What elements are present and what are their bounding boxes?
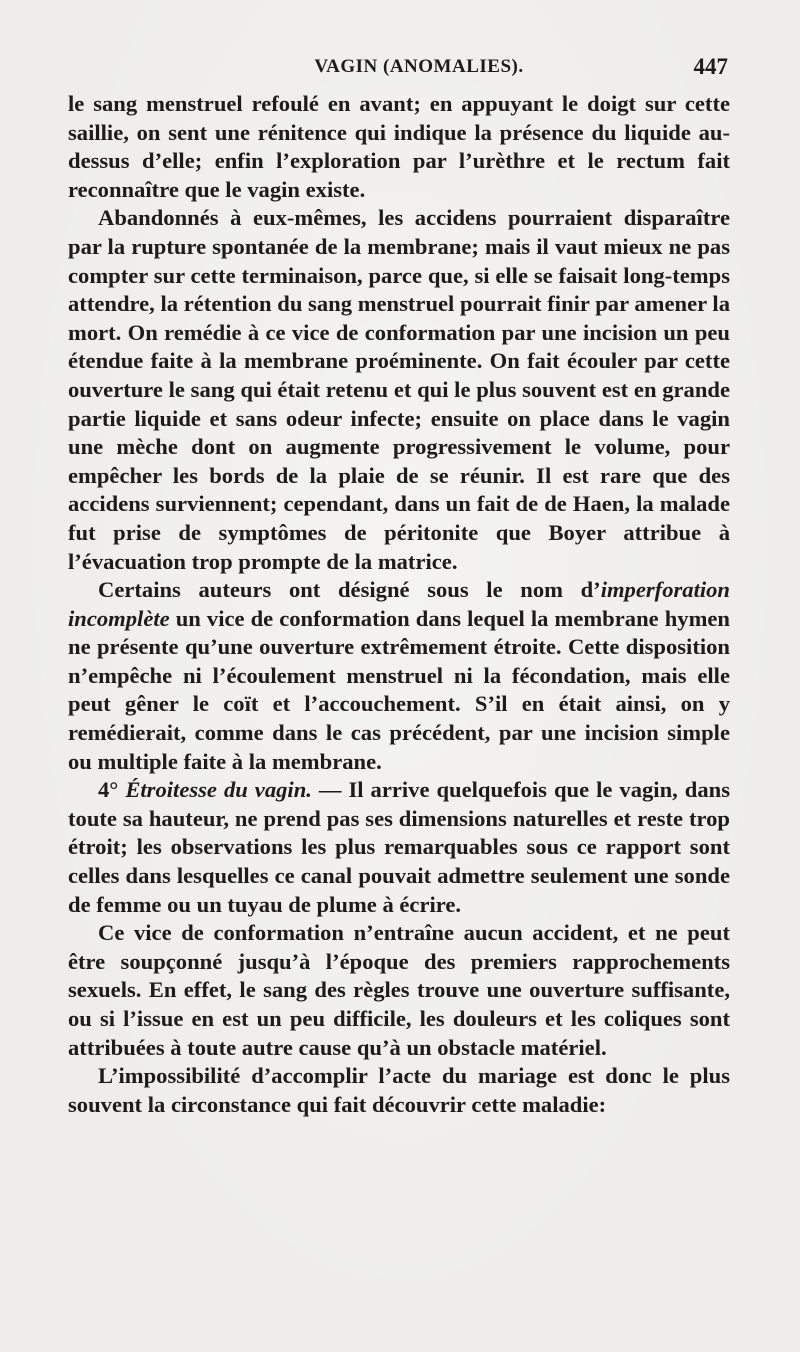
paragraph xyxy=(68,1062,730,1119)
running-head-title: VAGIN (ANOMALIES). xyxy=(314,56,524,77)
paragraph xyxy=(68,576,730,776)
paragraph-text: L’impossibilité d’accomplir l’acte du mariage est donc le plus souvent la circonstance qui fait découvrir cette maladie: xyxy=(68,1063,730,1117)
section-number: 4° xyxy=(98,777,126,803)
body-text xyxy=(68,90,730,1119)
paragraph xyxy=(68,919,730,1062)
paragraph xyxy=(68,776,730,919)
paragraph-text: Abandonnés à eux-mêmes, les accidens pourraient disparaître par la rupture spontanée de la membrane; mais il vaut mieux ne pas compter sur cette terminaison, parce que, si elle se faisait long-temps attendre, la rétention du sang menstruel pourrait finir par amener la mort. On remédie à ce vice de conformation par une incision un peu étendue faite à la membrane proéminente. On fait écouler par cette ouverture le sang qui était retenu et qui le plus souvent est en grande partie liquide et sans odeur infecte; ensuite on place dans le vagin une mèche dont on augmente progressivement le volume, pour empêcher les bords de la plaie de se réunir. Il est rare que des accidens surviennent; cependant, dans un fait de de Haen, la malade fut prise de symptômes de péritonite que Boyer attribue à l’évacuation trop prompte de la matrice. xyxy=(68,205,730,574)
paragraph-text: un vice de conformation dans lequel la membrane hymen ne présente qu’une ouverture extrêmement étroite. Cette disposition n’empêche ni l’écoulement menstruel ni la fécondation, mais elle peut gêner le coït et l’accouchement. S’il en était ainsi, on y remédierait, comme dans le cas précédent, par une incision simple ou multiple faite à la membrane. xyxy=(68,605,730,774)
page-number: 447 xyxy=(693,54,728,79)
running-head xyxy=(68,56,730,86)
italic-term: imperforation incomplète xyxy=(68,577,730,631)
paragraph xyxy=(68,204,730,576)
paragraph-text: — Il arrive quelquefois que le vagin, dans toute sa hauteur, ne prend pas ses dimensions naturelles et reste trop étroit; les observations les plus remarquables sous ce rapport sont celles dans lesquelles ce canal pouvait admettre seulement une sonde de femme ou un tuyau de plume à écrire. xyxy=(68,777,730,917)
paragraph-text: Certains auteurs ont désigné sous le nom d’ xyxy=(98,577,601,603)
section-heading: Étroitesse du vagin. xyxy=(125,777,312,803)
paragraph-text: Ce vice de conformation n’entraîne aucun accident, et ne peut être soupçonné jusqu’à l’époque des premiers rapprochements sexuels. En effet, le sang des règles trouve une ouverture suffisante, ou si l’issue en est un peu difficile, les douleurs et les coliques sont attribuées à toute autre cause qu’à un obstacle matériel. xyxy=(68,920,730,1060)
paragraph-text: le sang menstruel refoulé en avant; en appuyant le doigt sur cette saillie, on sent une rénitence qui indique la présence du liquide au-dessus d’elle; enfin l’exploration par l’urèthre et le rectum fait reconnaître que le vagin existe. xyxy=(68,91,730,202)
paragraph xyxy=(68,90,730,204)
